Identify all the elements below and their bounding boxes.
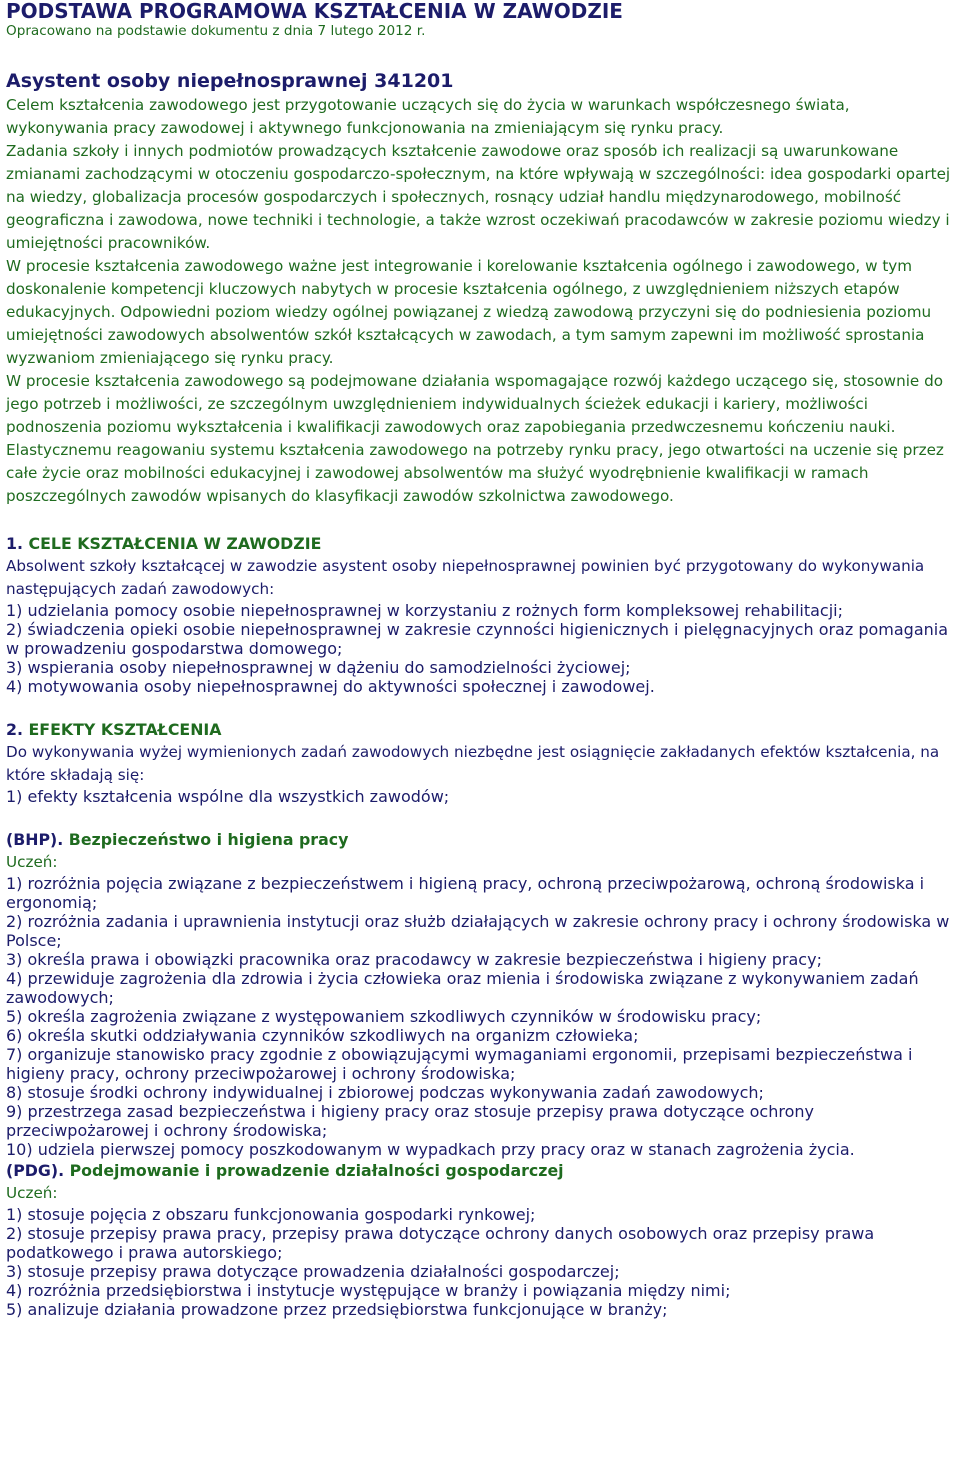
- subsection-code: (BHP).: [6, 830, 64, 849]
- section-number: 2.: [6, 720, 23, 739]
- section-heading: [6, 532, 954, 555]
- subsection-title: Podejmowanie i prowadzenie działalności gospodarczej: [69, 1161, 564, 1180]
- list-item: 4) motywowania osoby niepełnosprawnej do aktywności społecznej i zawodowej.: [6, 677, 655, 696]
- goals-list: [6, 601, 954, 696]
- list-item: 6) określa skutki oddziaływania czynników szkodliwych na organizm człowieka;: [6, 1026, 639, 1045]
- list-item: 4) rozróżnia przedsiębiorstwa i instytucje występujące w branży i powiązania między nimi;: [6, 1281, 731, 1300]
- section-outcomes: [6, 718, 954, 806]
- document-header: [6, 0, 954, 40]
- subsection-title: Bezpieczeństwo i higiena pracy: [68, 830, 349, 849]
- list-item: 5) analizuje działania prowadzone przez przedsiębiorstwa funkcjonujące w branży;: [6, 1300, 668, 1319]
- section-lead: Do wykonywania wyżej wymienionych zadań zawodowych niezbędne jest osiągnięcie zakładanych efektów kształcenia, na które składają się:: [6, 743, 940, 784]
- list-item: 4) przewiduje zagrożenia dla zdrowia i życia człowieka oraz mienia i środowiska związane z wykonywaniem zadań zawodowych;: [6, 969, 919, 1007]
- subsection-code: (PDG).: [6, 1161, 65, 1180]
- list-item: 1) udzielania pomocy osobie niepełnosprawnej w korzystaniu z rożnych form kompleksowej rehabilitacji;: [6, 601, 843, 620]
- intro-section: [6, 94, 954, 508]
- list-item: 8) stosuje środki ochrony indywidualnej i zbiorowej podczas wykonywania zadań zawodowych;: [6, 1083, 764, 1102]
- intro-paragraph: Celem kształcenia zawodowego jest przygotowanie uczących się do życia w warunkach współczesnego świata, wykonywania pracy zawodowej i aktywnego funkcjonowania na zmieniającym się rynku pracy.: [6, 96, 850, 137]
- list-item: 5) określa zagrożenia związane z występowaniem szkodliwych czynników w środowisku pracy;: [6, 1007, 762, 1026]
- list-item: 1) rozróżnia pojęcia związane z bezpieczeństwem i higieną pracy, ochroną przeciwpożarową, ochroną środowiska i ergonomią;: [6, 874, 925, 912]
- student-label: Uczeń:: [6, 853, 58, 871]
- section-title: EFEKTY KSZTAŁCENIA: [28, 720, 222, 739]
- outcomes-list: [6, 787, 954, 806]
- section-heading: [6, 718, 954, 741]
- section-goals: [6, 532, 954, 696]
- intro-paragraph: W procesie kształcenia zawodowego są podejmowane działania wspomagające rozwój każdego uczącego się, stosownie do jego potrzeb i możliwości, ze szczególnym uwzględnieniem indywidualnych ścieżek edukacji i kariery, możliwości podnoszenia poziomu wykształcenia i kwalifikacji zawodowych oraz zapobiegania przedwczesnemu kończeniu nauki.: [6, 372, 944, 436]
- profession-title: Asystent osoby niepełnosprawnej 341201: [6, 70, 454, 92]
- list-item: 3) stosuje przepisy prawa dotyczące prowadzenia działalności gospodarczej;: [6, 1262, 620, 1281]
- section-number: 1.: [6, 534, 23, 553]
- list-item: 3) wspierania osoby niepełnosprawnej w dążeniu do samodzielności życiowej;: [6, 658, 631, 677]
- list-item: 1) efekty kształcenia wspólne dla wszystkich zawodów;: [6, 787, 450, 806]
- bhp-section: [6, 828, 954, 1159]
- subsection-heading: [6, 828, 954, 851]
- pdg-section: [6, 1159, 954, 1319]
- list-item: 9) przestrzega zasad bezpieczeństwa i higieny pracy oraz stosuje przepisy prawa dotyczące ochrony przeciwpożarowej i ochrony środowiska;: [6, 1102, 814, 1140]
- pdg-list: [6, 1205, 954, 1319]
- section-title: CELE KSZTAŁCENIA W ZAWODZIE: [28, 534, 322, 553]
- intro-paragraph: Zadania szkoły i innych podmiotów prowadzących kształcenie zawodowe oraz sposób ich realizacji są uwarunkowane zmianami zachodzącymi w otoczeniu gospodarczo-społecznym, na które wpływają w szczególności: idea gospodarki opartej na wiedzy, globalizacja procesów gospodarczych i społecznych, rosnący udział handlu międzynarodowego, mobilność geograficzna i zawodowa, nowe techniki i technologie, a także wzrost oczekiwań pracodawców w zakresie poziomu wiedzy i umiejętności pracowników.: [6, 142, 951, 252]
- section-lead: Absolwent szkoły kształcącej w zawodzie asystent osoby niepełnosprawnej powinien być przygotowany do wykonywania następujących zadań zawodowych:: [6, 557, 925, 598]
- bhp-list: [6, 874, 954, 1159]
- subsection-heading: [6, 1159, 954, 1182]
- student-label: Uczeń:: [6, 1184, 58, 1202]
- document-subtitle: Opracowano na podstawie dokumentu z dnia 7 lutego 2012 r.: [6, 23, 426, 39]
- list-item: 2) świadczenia opieki osobie niepełnosprawnej w zakresie czynności higienicznych i pielęgnacyjnych oraz pomagania w prowadzeniu gospodarstwa domowego;: [6, 620, 949, 658]
- document-title: PODSTAWA PROGRAMOWA KSZTAŁCENIA W ZAWODZIE: [6, 0, 623, 23]
- list-item: 2) rozróżnia zadania i uprawnienia instytucji oraz służb działających w zakresie ochrony pracy i ochrony środowiska w Polsce;: [6, 912, 950, 950]
- list-item: 10) udziela pierwszej pomocy poszkodowanym w wypadkach przy pracy oraz w stanach zagrożenia życia.: [6, 1140, 855, 1159]
- intro-paragraph: Elastycznemu reagowaniu systemu kształcenia zawodowego na potrzeby rynku pracy, jego otwartości na uczenie się przez całe życie oraz mobilności edukacyjnej i zawodowej absolwentów ma służyć wyodrębnienie kwalifikacji w ramach poszczególnych zawodów wpisanych do klasyfikacji zawodów szkolnictwa zawodowego.: [6, 441, 944, 505]
- list-item: 2) stosuje przepisy prawa pracy, przepisy prawa dotyczące ochrony danych osobowych oraz przepisy prawa podatkowego i prawa autorskiego;: [6, 1224, 875, 1262]
- list-item: 1) stosuje pojęcia z obszaru funkcjonowania gospodarki rynkowej;: [6, 1205, 536, 1224]
- list-item: 7) organizuje stanowisko pracy zgodnie z obowiązującymi wymaganiami ergonomii, przepisami bezpieczeństwa i higieny pracy, ochrony przeciwpożarowej i ochrony środowiska;: [6, 1045, 913, 1083]
- list-item: 3) określa prawa i obowiązki pracownika oraz pracodawcy w zakresie bezpieczeństwa i higieny pracy;: [6, 950, 822, 969]
- intro-paragraph: W procesie kształcenia zawodowego ważne jest integrowanie i korelowanie kształcenia ogólnego i zawodowego, w tym doskonalenie kompetencji kluczowych nabytych w procesie kształcenia ogólnego, z uwzględnieniem niższych etapów edukacyjnych. Odpowiedni poziom wiedzy ogólnej powiązanej z wiedzą zawodową przyczyni się do podniesienia poziomu umiejętności zawodowych absolwentów szkół kształcących w zawodach, a tym samym zapewni im możliwość sprostania wyzwaniom zmieniającego się rynku pracy.: [6, 257, 932, 367]
- spacer: [6, 508, 954, 532]
- spacer: [6, 806, 954, 828]
- spacer: [6, 696, 954, 718]
